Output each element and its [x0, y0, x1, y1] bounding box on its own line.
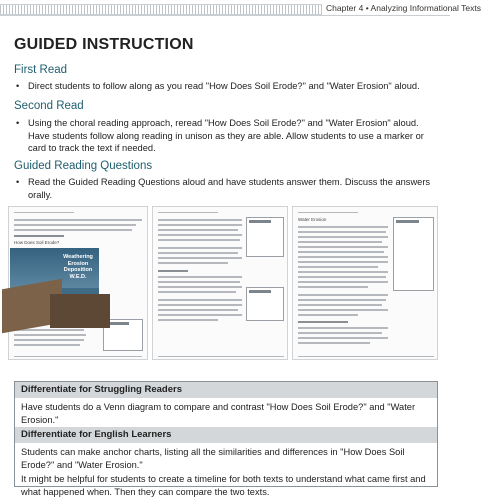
page-title: GUIDED INSTRUCTION — [14, 36, 194, 53]
thumb-line — [298, 281, 388, 283]
thumb-line — [158, 314, 242, 316]
thumb-line — [298, 314, 358, 316]
thumb-line — [298, 309, 388, 311]
thumb-line — [158, 212, 218, 213]
thumb-line — [298, 304, 382, 306]
thumb-line — [298, 294, 388, 296]
thumb-line — [158, 281, 240, 283]
thumb-line — [298, 251, 384, 253]
thumb-line — [298, 286, 368, 288]
thumb-footer — [14, 356, 142, 357]
header-rule — [0, 15, 450, 16]
thumb-line — [14, 344, 80, 346]
thumb-line — [158, 257, 242, 259]
thumb-box-header — [249, 220, 271, 223]
thumb-line — [298, 342, 370, 344]
thumb-article-title: Water Erosion — [298, 217, 327, 222]
thumb-line — [14, 339, 84, 341]
guided-questions-text: Read the Guided Reading Questions aloud and have students answer them. Discuss the answers orally. — [28, 177, 431, 200]
thumb-line — [298, 256, 388, 258]
thumb-line — [158, 247, 242, 249]
thumb-line — [298, 226, 388, 228]
thumb-line — [158, 319, 218, 321]
thumb-line — [158, 224, 242, 226]
thumb-line — [298, 266, 378, 268]
thumb-line — [158, 276, 242, 278]
thumb-footer — [158, 356, 284, 357]
thumb-line — [158, 270, 188, 272]
chapter-title: Chapter 4 • Analyzing Informational Texts — [326, 3, 481, 13]
second-read-heading: Second Read — [14, 100, 84, 112]
thumb-line — [298, 212, 358, 213]
image-caption: Weathering Erosion Deposition W.E.D. — [63, 254, 93, 280]
first-read-bullet — [14, 80, 440, 93]
guided-questions-bullet — [14, 176, 440, 201]
thumb-line — [298, 271, 388, 273]
struggling-readers-heading: Differentiate for Struggling Readers — [15, 382, 437, 398]
english-learners-heading: Differentiate for English Learners — [15, 427, 437, 443]
thumb-article-title: How Does Soil Erode? — [14, 240, 60, 245]
bullet-dot: • — [16, 81, 20, 91]
thumb-line — [298, 276, 386, 278]
thumb-line — [14, 334, 86, 336]
thumb-line — [298, 321, 348, 323]
thumb-line — [158, 299, 242, 301]
differentiation-box — [14, 381, 438, 497]
thumb-line — [158, 219, 242, 221]
thumb-line — [298, 332, 382, 334]
thumb-line — [298, 246, 388, 248]
thumb-box-header — [396, 220, 419, 223]
english-learners-text-2: It might be helpful for students to create a timeline for both texts to understand what came first and what happened when. Then they can compare the two texts. — [21, 474, 426, 497]
thumb-line — [158, 229, 238, 231]
first-read-text: Direct students to follow along as you read "How Does Soil Erode?" and "Water Erosion" aloud. — [28, 81, 420, 91]
thumb-line — [298, 337, 388, 339]
thumb-line — [158, 234, 242, 236]
thumb-line — [158, 286, 242, 288]
thumb-line — [158, 252, 238, 254]
second-read-text: Using the choral reading approach, reread "How Does Soil Erode?" and "Water Erosion" aloud. Have students follow along reading in unison as they are able. Allow students to use a marker or card to track the text if needed. — [28, 118, 424, 153]
bullet-dot: • — [16, 177, 20, 187]
thumb-line — [298, 327, 388, 329]
thumb-line — [298, 231, 386, 233]
weathering-image — [10, 248, 99, 324]
thumb-question-box — [246, 217, 284, 257]
english-learners-text-1: Students can make anchor charts, listing all the similarities and differences in "How Does Soil Erode?" and "Water Erosion." — [21, 447, 405, 470]
guided-questions-heading: Guided Reading Questions — [14, 160, 153, 172]
thumbnail-page-3 — [292, 206, 438, 360]
thumb-question-box — [246, 287, 284, 321]
thumb-line — [158, 304, 242, 306]
bullet-dot: • — [16, 118, 20, 128]
thumb-line — [298, 236, 388, 238]
thumb-footer — [298, 356, 434, 357]
thumb-line — [14, 235, 64, 237]
second-read-bullet — [14, 117, 440, 155]
thumb-box-header — [249, 290, 271, 293]
thumb-line — [298, 261, 388, 263]
thumb-line — [298, 299, 386, 301]
thumb-line — [158, 291, 236, 293]
header-stripes — [0, 4, 322, 15]
thumbnail-page-2 — [152, 206, 288, 360]
thumb-line — [158, 239, 240, 241]
struggling-readers-text: Have students do a Venn diagram to compare and contrast "How Does Soil Erode?" and "Water Erosion." — [21, 402, 416, 425]
thumb-line — [298, 241, 382, 243]
thumb-line — [158, 309, 238, 311]
image-land — [50, 294, 110, 328]
thumb-line — [14, 219, 142, 221]
first-read-heading: First Read — [14, 64, 68, 76]
thumb-line — [158, 262, 228, 264]
thumb-line — [14, 212, 74, 213]
thumb-line — [14, 224, 136, 226]
running-header — [0, 0, 481, 16]
thumb-line — [14, 229, 132, 231]
thumb-question-box — [393, 217, 434, 291]
